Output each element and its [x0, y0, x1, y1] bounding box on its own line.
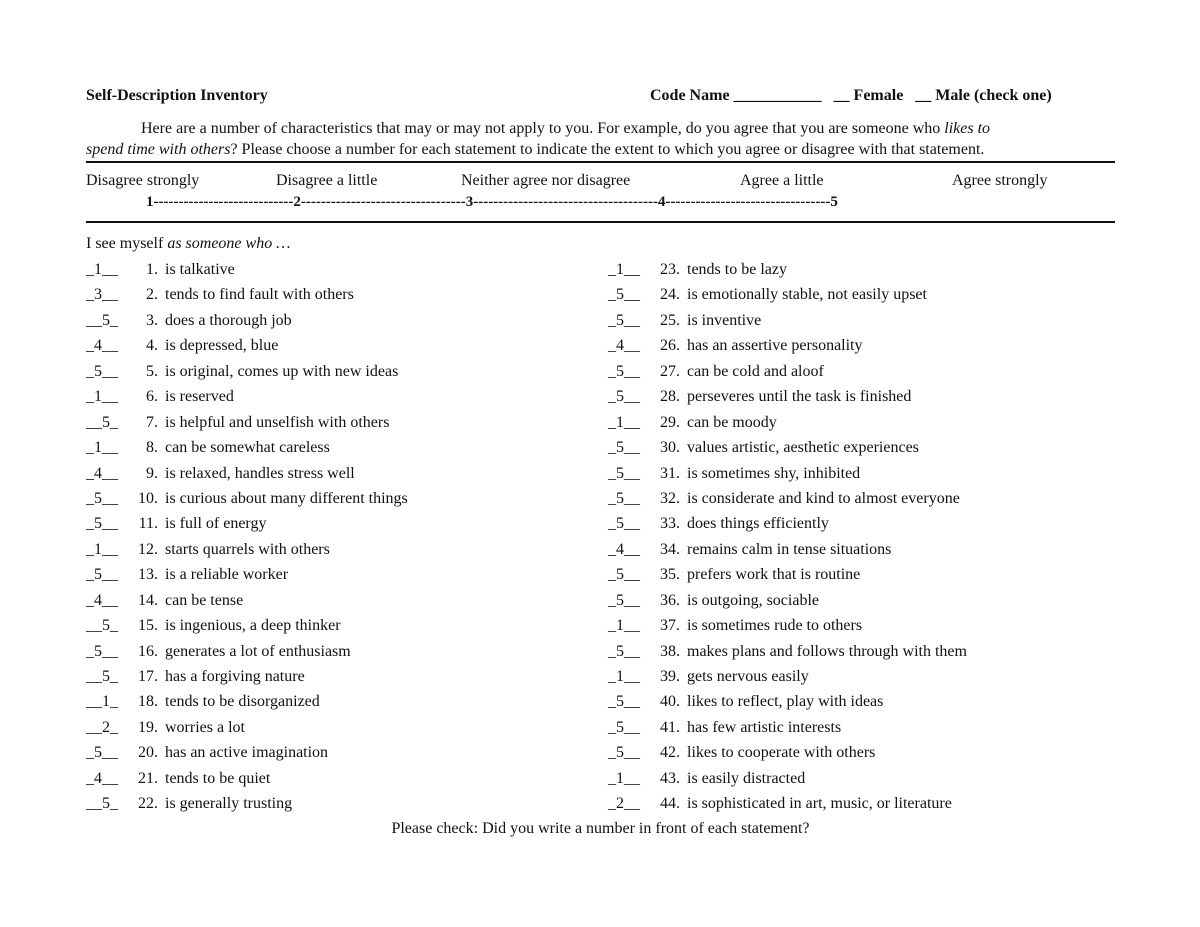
inventory-item: [608, 259, 967, 284]
answer-field[interactable]: _5__: [608, 642, 640, 660]
instructions: [86, 118, 1115, 160]
item-statement: is relaxed, handles stress well: [165, 464, 355, 482]
answer-field[interactable]: _5__: [608, 464, 640, 482]
inventory-item: [86, 539, 408, 564]
item-number: 27.: [660, 362, 680, 380]
answer-field[interactable]: _5__: [608, 693, 640, 711]
answer-field[interactable]: _4__: [608, 337, 640, 355]
lead-text: I see myself: [86, 235, 168, 252]
answer-field[interactable]: _5__: [86, 489, 118, 507]
item-statement: values artistic, aesthetic experiences: [687, 439, 919, 457]
item-number: 34.: [660, 540, 680, 558]
answer-field[interactable]: __5_: [86, 668, 118, 685]
item-statement: is a reliable worker: [165, 566, 289, 584]
inventory-item: [608, 691, 967, 716]
answer-field[interactable]: _5__: [608, 286, 640, 304]
item-statement: does things efficiently: [687, 515, 829, 533]
item-number: 28.: [660, 388, 680, 406]
item-number: 20.: [138, 744, 158, 762]
answer-field[interactable]: _4__: [608, 540, 640, 558]
inventory-item: [608, 768, 967, 793]
inventory-item: [86, 463, 408, 488]
answer-field[interactable]: _1__: [608, 617, 640, 635]
inventory-item: [86, 259, 408, 284]
scale-label: Disagree strongly: [86, 172, 200, 189]
item-statement: is sometimes rude to others: [687, 617, 863, 635]
item-statement: likes to cooperate with others: [687, 744, 876, 762]
inventory-item: [86, 768, 408, 793]
inventory-item: [86, 361, 408, 386]
item-statement: prefers work that is routine: [687, 566, 861, 584]
item-statement: has an assertive personality: [687, 337, 863, 355]
answer-field[interactable]: _5__: [608, 388, 640, 406]
item-number: 37.: [660, 617, 680, 635]
inventory-item: [86, 691, 408, 716]
item-statement: is outgoing, sociable: [687, 591, 819, 609]
item-number: 17.: [138, 668, 158, 685]
item-statement: tends to be quiet: [165, 769, 271, 787]
item-number: 1.: [146, 261, 158, 278]
item-statement: is full of energy: [165, 515, 267, 533]
item-statement: tends to find fault with others: [165, 286, 354, 304]
item-statement: is ingenious, a deep thinker: [165, 617, 341, 635]
item-statement: is sometimes shy, inhibited: [687, 464, 861, 482]
code-name-gender-field: Code Name ___________ __ Female __ Male (check one): [650, 87, 1052, 104]
inventory-item: [608, 615, 967, 640]
item-statement: can be cold and aloof: [687, 362, 824, 380]
item-number: 32.: [660, 489, 680, 507]
answer-field[interactable]: _5__: [86, 566, 118, 584]
inventory-item: [608, 488, 967, 513]
answer-field[interactable]: _5__: [608, 489, 640, 507]
scale-label: Disagree a little: [276, 172, 378, 189]
inventory-item: [86, 641, 408, 666]
item-number: 40.: [660, 693, 680, 711]
item-number: 41.: [660, 718, 680, 736]
item-statement: is generally trusting: [165, 795, 293, 813]
item-statement: can be somewhat careless: [165, 439, 330, 457]
item-number: 29.: [660, 413, 680, 431]
item-statement: has a forgiving nature: [165, 668, 305, 685]
inventory-item: [608, 386, 967, 411]
inventory-item: [608, 793, 967, 818]
items-column-right: [608, 259, 967, 819]
item-statement: is inventive: [687, 311, 762, 329]
item-number: 36.: [660, 591, 680, 609]
inventory-item: [608, 564, 967, 589]
item-number: 44.: [660, 795, 680, 813]
answer-field[interactable]: __5_: [86, 617, 118, 635]
header-row: [86, 87, 1115, 109]
inventory-item: [86, 284, 408, 309]
item-number: 21.: [138, 769, 158, 787]
item-statement: is curious about many different things: [165, 489, 408, 507]
item-statement: has few artistic interests: [687, 718, 842, 736]
item-number: 25.: [660, 311, 680, 329]
item-number: 23.: [660, 261, 680, 278]
inventory-item: [608, 361, 967, 386]
answer-field[interactable]: _2__: [608, 795, 640, 813]
inventory-item: [608, 742, 967, 767]
answer-field[interactable]: _1__: [86, 540, 118, 558]
scale-numbers-line: 1----------------------------2---------------------------------3-------------------------------------4---------------------------------5: [146, 194, 838, 210]
item-number: 5.: [146, 362, 158, 380]
inventory-item: [86, 793, 408, 818]
item-number: 19.: [138, 718, 158, 736]
answer-field[interactable]: _1__: [608, 413, 640, 431]
answer-field[interactable]: _5__: [86, 515, 118, 533]
inventory-item: [608, 463, 967, 488]
item-number: 38.: [660, 642, 680, 660]
item-statement: is reserved: [165, 388, 234, 406]
items-column-left: [86, 259, 408, 819]
item-number: 13.: [138, 566, 158, 584]
instructions-line-1: [86, 118, 1115, 139]
item-number: 39.: [660, 668, 680, 685]
item-statement: worries a lot: [165, 718, 245, 736]
inventory-item: [608, 310, 967, 335]
item-statement: perseveres until the task is finished: [687, 388, 912, 406]
item-number: 31.: [660, 464, 680, 482]
inventory-item: [86, 335, 408, 360]
answer-field[interactable]: _5__: [608, 718, 640, 736]
inventory-item: [86, 615, 408, 640]
answer-field[interactable]: _5__: [86, 642, 118, 660]
answer-field[interactable]: _5__: [608, 566, 640, 584]
inventory-item: [608, 513, 967, 538]
item-statement: is considerate and kind to almost everyone: [687, 489, 960, 507]
item-number: 22.: [138, 795, 158, 813]
item-number: 3.: [146, 311, 158, 329]
item-statement: is helpful and unselfish with others: [165, 413, 390, 431]
item-number: 30.: [660, 439, 680, 457]
inventory-item: [86, 310, 408, 335]
item-number: 7.: [146, 413, 158, 431]
answer-field[interactable]: __5_: [86, 311, 118, 329]
item-number: 11.: [138, 515, 158, 533]
answer-field[interactable]: _1__: [86, 388, 118, 406]
item-statement: remains calm in tense situations: [687, 540, 892, 558]
item-number: 2.: [146, 286, 158, 304]
answer-field[interactable]: _5__: [608, 744, 640, 762]
top-divider: [86, 161, 1115, 163]
answer-field[interactable]: _4__: [86, 464, 118, 482]
item-statement: is talkative: [165, 261, 235, 278]
answer-field[interactable]: _4__: [86, 769, 118, 787]
answer-field[interactable]: _4__: [86, 591, 118, 609]
item-statement: tends to be disorganized: [165, 693, 320, 711]
answer-field[interactable]: _5__: [86, 744, 118, 762]
inventory-item: [608, 412, 967, 437]
item-number: 9.: [146, 464, 158, 482]
answer-field[interactable]: _1__: [608, 261, 640, 278]
item-statement: has an active imagination: [165, 744, 329, 762]
item-number: 8.: [146, 439, 158, 457]
answer-field[interactable]: _5__: [608, 439, 640, 457]
item-number: 16.: [138, 642, 158, 660]
item-number: 15.: [138, 617, 158, 635]
inventory-item: [608, 666, 967, 691]
inventory-item: [608, 335, 967, 360]
item-statement: generates a lot of enthusiasm: [165, 642, 351, 660]
scale-labels: [86, 172, 1115, 192]
item-number: 14.: [138, 591, 158, 609]
inventory-item: [86, 513, 408, 538]
answer-field[interactable]: _4__: [86, 337, 118, 355]
inventory-item: [608, 717, 967, 742]
footer-check-text: Please check: Did you write a number in front of each statement?: [391, 820, 810, 837]
item-number: 6.: [146, 388, 158, 406]
inventory-item: [86, 564, 408, 589]
answer-field[interactable]: _5__: [608, 362, 640, 380]
answer-field[interactable]: _1__: [608, 769, 640, 787]
answer-field[interactable]: __5_: [86, 795, 118, 813]
item-number: 43.: [660, 769, 680, 787]
inventory-item: [86, 742, 408, 767]
inventory-item: [608, 284, 967, 309]
page-title: Self-Description Inventory: [86, 87, 268, 104]
item-number: 18.: [138, 693, 158, 711]
scale-label: Agree strongly: [952, 172, 1048, 189]
inventory-item: [86, 666, 408, 691]
answer-field[interactable]: _5__: [608, 515, 640, 533]
inventory-item: [86, 386, 408, 411]
item-number: 42.: [660, 744, 680, 762]
answer-field[interactable]: _1__: [86, 439, 118, 457]
inventory-item: [608, 641, 967, 666]
inventory-item: [86, 437, 408, 462]
answer-field[interactable]: __5_: [86, 413, 118, 431]
item-statement: gets nervous easily: [687, 668, 809, 685]
item-statement: tends to be lazy: [687, 261, 787, 278]
inventory-item: [608, 590, 967, 615]
inventory-item: [86, 590, 408, 615]
item-statement: can be moody: [687, 413, 777, 431]
item-statement: is depressed, blue: [165, 337, 279, 355]
answer-field[interactable]: _5__: [86, 362, 118, 380]
item-statement: likes to reflect, play with ideas: [687, 693, 884, 711]
instructions-italic-text: likes to: [944, 120, 991, 137]
item-number: 10.: [138, 489, 158, 507]
item-number: 4.: [146, 337, 158, 355]
scale-label: Agree a little: [740, 172, 824, 189]
item-statement: is original, comes up with new ideas: [165, 362, 399, 380]
item-number: 35.: [660, 566, 680, 584]
item-statement: starts quarrels with others: [165, 540, 330, 558]
inventory-item: [86, 488, 408, 513]
item-statement: makes plans and follows through with them: [687, 642, 967, 660]
instructions-text: Here are a number of characteristics that may or may not apply to you. For example, do you agree that you are someone who: [141, 120, 945, 137]
bottom-divider: [86, 221, 1115, 223]
item-number: 12.: [138, 540, 158, 558]
answer-field[interactable]: _1__: [86, 261, 118, 278]
item-number: 26.: [660, 337, 680, 355]
answer-field[interactable]: __1_: [86, 693, 118, 711]
answer-field[interactable]: _5__: [608, 591, 640, 609]
item-statement: is emotionally stable, not easily upset: [687, 286, 927, 304]
inventory-item: [608, 437, 967, 462]
inventory-item: [608, 539, 967, 564]
answer-field[interactable]: _5__: [608, 311, 640, 329]
inventory-item: [86, 412, 408, 437]
answer-field[interactable]: __2_: [86, 718, 118, 736]
answer-field[interactable]: _1__: [608, 668, 640, 685]
instructions-italic-text: spend time with others: [86, 141, 231, 158]
item-statement: does a thorough job: [165, 311, 292, 329]
instructions-text: ? Please choose a number for each statement to indicate the extent to which you agree or disagree with that statement.: [230, 141, 985, 158]
item-statement: is sophisticated in art, music, or literature: [687, 795, 952, 813]
item-statement: is easily distracted: [687, 769, 806, 787]
lead-in-text: [86, 235, 290, 253]
item-number: 24.: [660, 286, 680, 304]
scale-label: Neither agree nor disagree: [461, 172, 631, 189]
item-statement: can be tense: [165, 591, 244, 609]
inventory-item: [86, 717, 408, 742]
lead-italic-text: as someone who …: [167, 235, 291, 252]
instructions-line-2: [86, 139, 1115, 160]
answer-field[interactable]: _3__: [86, 286, 118, 304]
item-number: 33.: [660, 515, 680, 533]
